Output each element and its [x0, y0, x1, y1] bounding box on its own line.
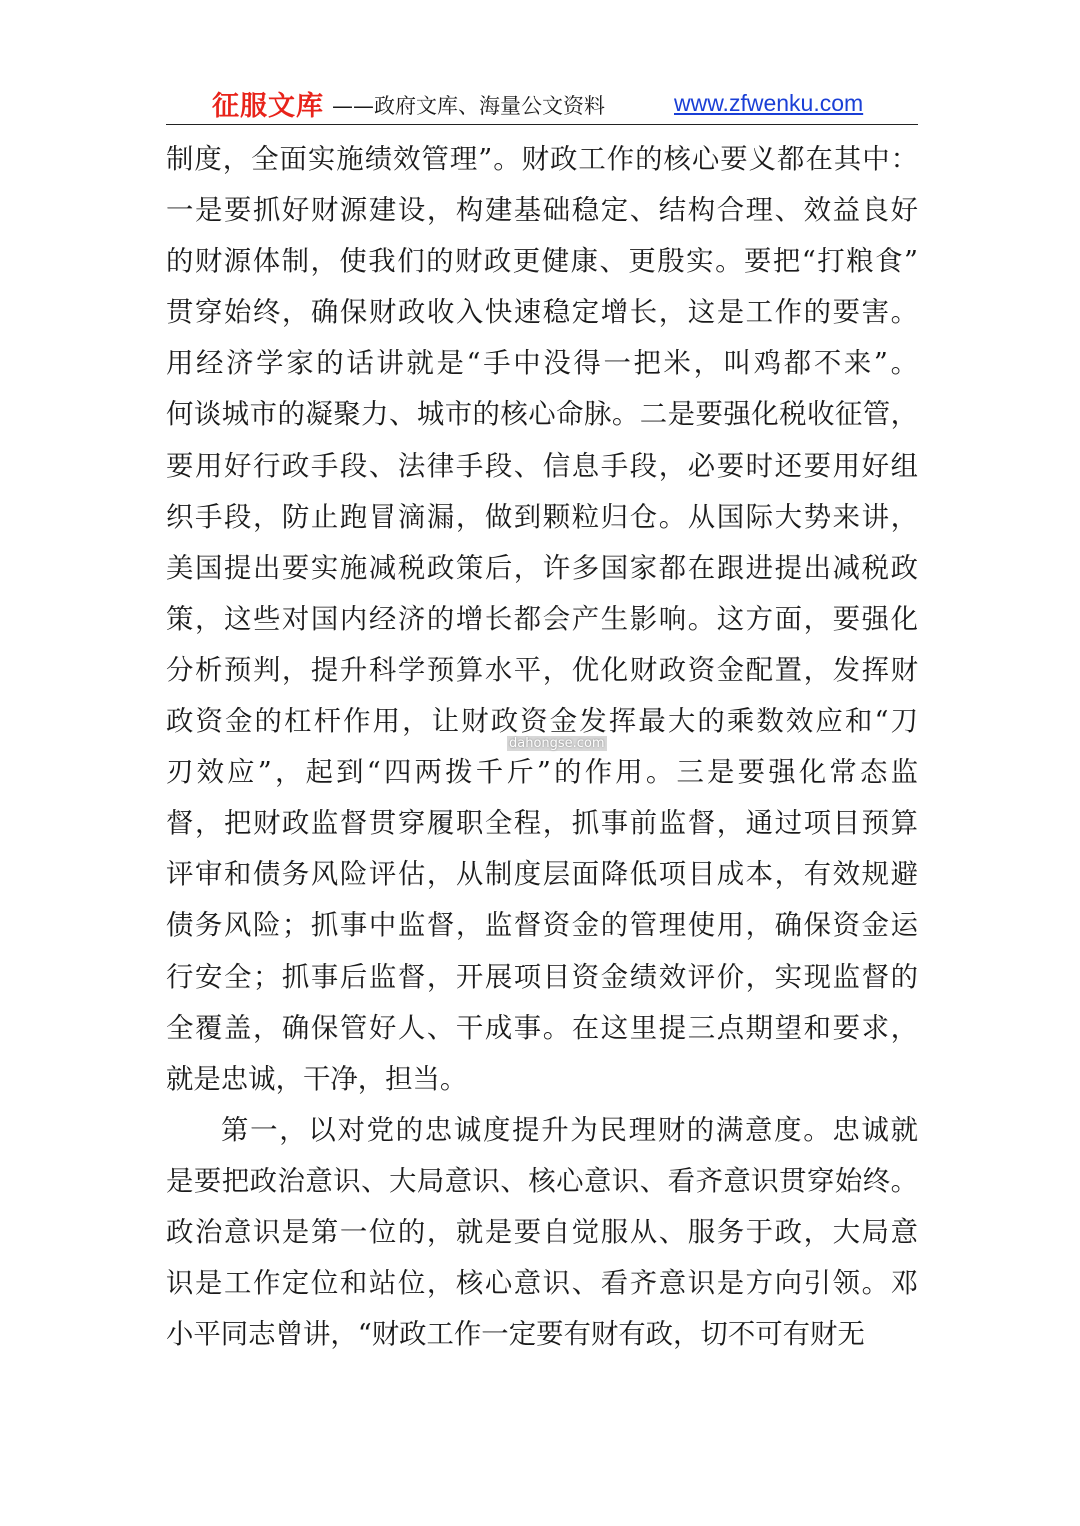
text-line: 督，把财政监督贯穿履职全程，抓事前监督，通过项目预算 — [166, 808, 918, 840]
text-line: 何谈城市的凝聚力、城市的核心命脉。二是要强化税收征管， — [166, 399, 918, 431]
text-line: 是要把政治意识、大局意识、核心意识、看齐意识贯穿始终。 — [166, 1165, 918, 1197]
text-line: 要用好行政手段、法律手段、信息手段，必要时还要用好组 — [166, 450, 918, 482]
text-line: 织手段，防止跑冒滴漏，做到颗粒归仓。从国际大势来讲， — [166, 501, 918, 533]
text-line: 小平同志曾讲，“财政工作一定要有财有政，切不可有财无 — [166, 1319, 865, 1351]
text-line: 制度，全面实施绩效管理”。财政工作的核心要义都在其中： — [166, 144, 918, 175]
watermark-text: dahongse.com — [509, 736, 605, 751]
text-line: 策，这些对国内经济的增长都会产生影响。这方面，要强化 — [166, 603, 918, 635]
page-header — [166, 82, 918, 126]
text-line: 就是忠诚，干净，担当。 — [166, 1063, 468, 1095]
header-divider — [166, 124, 918, 125]
text-line: 评审和债务风险评估，从制度层面降低项目成本，有效规避 — [166, 859, 918, 891]
text-line: 分析预判，提升科学预算水平，优化财政资金配置，发挥财 — [166, 654, 918, 686]
text-line: 贯穿始终，确保财政收入快速稳定增长，这是工作的要害。 — [166, 297, 918, 329]
site-url-link[interactable]: www.zfwenku.com — [674, 90, 864, 116]
paragraph — [166, 134, 918, 1105]
text-line: 行安全；抓事后监督，开展项目资金绩效评价，实现监督的 — [166, 961, 918, 993]
text-line: 债务风险；抓事中监督，监督资金的管理使用，确保资金运 — [166, 910, 918, 942]
text-line: 第一，以对党的忠诚度提升为民理财的满意度。忠诚就 — [221, 1114, 918, 1146]
brand-logo-text[interactable]: 征服文库 — [212, 91, 324, 122]
text-line: 政治意识是第一位的，就是要自觉服从、服务于政，大局意 — [166, 1216, 918, 1248]
text-line: 美国提出要实施减税政策后，许多国家都在跟进提出减税政 — [166, 552, 918, 584]
text-line: 一是要抓好财源建设，构建基础稳定、结构合理、效益良好 — [166, 195, 918, 227]
text-line: 刃效应”，起到“四两拨千斤”的作用。三是要强化常态监 — [166, 757, 918, 789]
text-line: 的财源体制，使我们的财政更健康、更殷实。要把“打粮食” — [166, 246, 918, 278]
paragraph — [166, 1105, 918, 1360]
text-line: 全覆盖，确保管好人、干成事。在这里提三点期望和要求， — [166, 1012, 918, 1044]
text-line: 识是工作定位和站位，核心意识、看齐意识是方向引领。邓 — [166, 1268, 918, 1300]
text-line: 用经济学家的话讲就是“手中没得一把米，叫鸡都不来”。 — [166, 348, 918, 380]
text-line: 政资金的杠杆作用，让财政资金发挥最大的乘数效应和“刀 — [166, 706, 918, 738]
header-tagline: ——政府文库、海量公文资料 — [332, 94, 605, 118]
